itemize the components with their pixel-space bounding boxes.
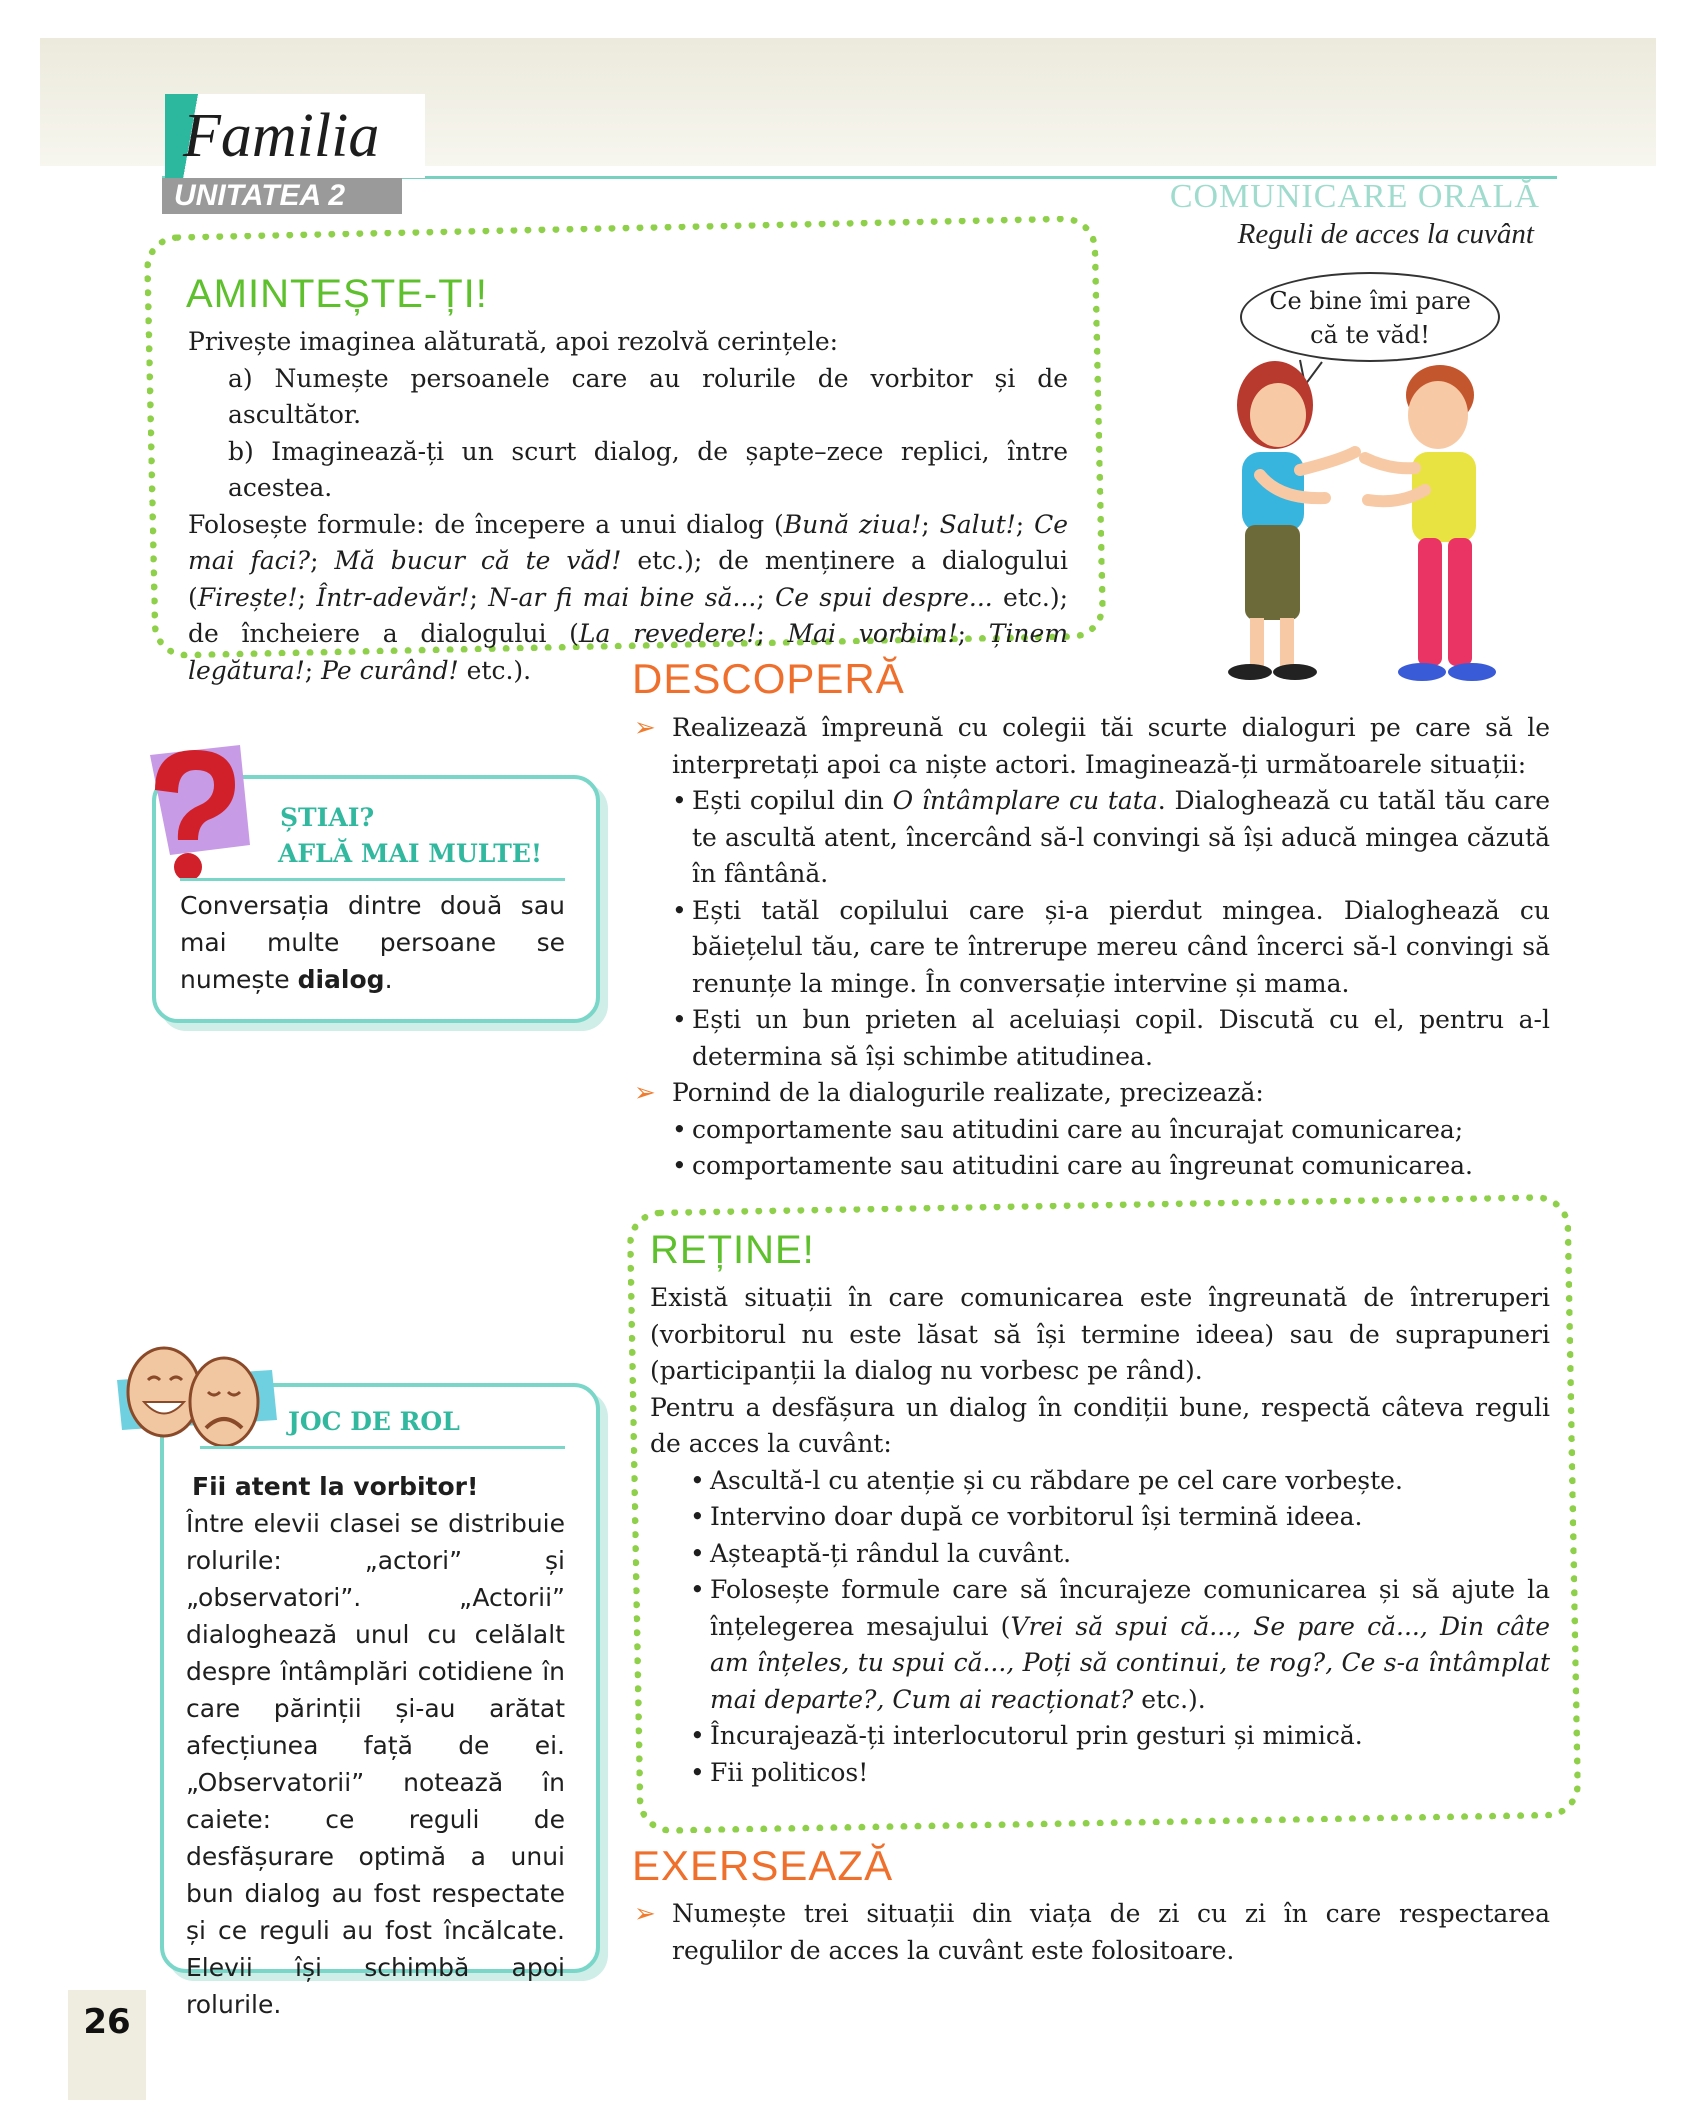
info-box-title-2: AFLĂ MAI MULTE! [278, 839, 542, 868]
role-play-subtitle: Fii atent la vorbitor! [192, 1472, 479, 1501]
remember-body [188, 324, 1068, 689]
retine-heading: REȚINE! [650, 1228, 815, 1272]
discover-situations [672, 783, 1550, 1075]
info-box-title-1: ȘTIAI? [280, 803, 375, 832]
exercise-task: ➢ Numește trei situații din viața de zi cu zi în care respectarea regulilor de acces la cuvânt este folositoare. [632, 1896, 1550, 1969]
speech-bubble-line2: că te văd! [1310, 321, 1430, 349]
remember-formulas: Folosește formule: de începere a unui dialog (Bună ziua!; Salut!; Ce mai faci?; Mă bucur că te văd! etc.); de menținere a dialogului (Firește!; Într-adevăr!; N-ar fi mai bine să...; Ce spui despre... etc.); de încheiere a dialogului (La revedere!; Mai vorbim!; Ținem legătura!; Pe curând! etc.). [188, 509, 1069, 685]
role-play-title: JOC DE ROL [288, 1407, 460, 1436]
page-number: 26 [68, 1990, 146, 2100]
theater-masks-icon [112, 1340, 282, 1460]
section-subtitle: Reguli de acces la cuvânt [1237, 218, 1534, 250]
list-item: • Ești copilul din O întâmplare cu tata. Dialoghează cu tatăl tău care te ascultă atent, încercând să-l convingi să își aducă mingea căzută în fântână. [672, 783, 1550, 893]
arrow-bullet-icon: ➢ [634, 713, 656, 743]
discover-behaviors [672, 1112, 1550, 1185]
list-item: • Fii politicos! [690, 1755, 1550, 1792]
list-item: • Folosește formule care să încurajeze comunicarea și să ajute la înțelegerea mesajului (Vrei să spui că..., Se pare că..., Din câte am înțeles, tu spui că..., Poți să continui, te rog?, Ce s-a întâmplat mai departe?, Cum ai reacționat? etc.). [690, 1572, 1550, 1718]
list-item: • Încurajează-ți interlocutorul prin gesturi și mimică. [690, 1718, 1550, 1755]
list-item: • comportamente sau atitudini care au încurajat comunicarea; [672, 1112, 1550, 1149]
unit-label: UNITATEA 2 [162, 178, 402, 214]
list-item: • comportamente sau atitudini care au îngreunat comunicarea. [672, 1148, 1550, 1185]
list-item: • Așteaptă-ți rândul la cuvânt. [690, 1536, 1550, 1573]
arrow-bullet-icon: ➢ [634, 1078, 656, 1108]
page-title: Familia [165, 94, 425, 178]
remember-intro: Privește imaginea alăturată, apoi rezolvă cerințele: [188, 327, 839, 356]
two-kids-illustration [1150, 340, 1570, 690]
section-title: COMUNICARE ORALĂ [1169, 178, 1540, 215]
retine-paragraph-1: Există situații în care comunicarea este îngreunată de întreruperi (vorbitorul nu este lăsat să își termine ideea) sau de suprapuneri (participanții la dialog nu vorbesc pe rând). [650, 1283, 1550, 1385]
speech-bubble-line1: Ce bine îmi pare [1269, 287, 1471, 315]
role-play-text: Între elevii clasei se distribuie rolurile: „actori” și „observatori”. „Actorii” dialoghează unul cu celălalt despre întâmplări cotidiene în care părinții și-au arătat afecțiunea față de ei. „Observatorii” notează în caiete: ce reguli de desfășurare optimă a unui bun dialog au fost respectate și ce reguli au fost încălcate. Elevii își schimbă apoi rolurile. [186, 1509, 565, 2019]
exercise-heading: EXERSEAZĂ [632, 1842, 894, 1889]
discover-body [632, 710, 1550, 1185]
retine-body [650, 1280, 1550, 1791]
discover-task-2: ➢ Pornind de la dialogurile realizate, precizează: [632, 1075, 1550, 1112]
retine-paragraph-2: Pentru a desfășura un dialog în condiții bune, respectă câteva reguli de acces la cuvânt: [650, 1392, 1550, 1458]
exercise-body [632, 1896, 1550, 1969]
list-item: • Ascultă-l cu atenție și cu răbdare pe cel care vorbește. [690, 1463, 1550, 1500]
retine-rules [690, 1463, 1550, 1792]
list-item: • Intervino doar după ce vorbitorul își termină ideea. [690, 1499, 1550, 1536]
boy-figure [1365, 365, 1496, 681]
info-box-divider [180, 878, 565, 881]
info-box-text: Conversația dintre două sau mai multe persoane se numește dialog. [180, 891, 565, 994]
discover-heading: DESCOPERĂ [632, 655, 905, 702]
discover-task-1: ➢ Realizează împreună cu colegii tăi scurte dialoguri pe care să le interpretați apoi ca niște actori. Imaginează-ți următoarele situații: [632, 710, 1550, 783]
remember-heading: AMINTEȘTE-ȚI! [186, 272, 488, 316]
list-item: • Ești un bun prieten al aceluiași copil. Discută cu el, pentru a-l determina să își schimbe atitudinea. [672, 1002, 1550, 1075]
role-play-divider [200, 1446, 565, 1449]
arrow-bullet-icon: ➢ [634, 1899, 656, 1929]
girl-figure [1228, 361, 1355, 680]
list-item: • Ești tatăl copilului care și-a pierdut mingea. Dialoghează cu băiețelul tău, care te întrerupe mereu când încerci să-l convingi să renunțe la minge. În conversație intervine și mama. [672, 893, 1550, 1003]
question-mark-icon [110, 735, 260, 895]
remember-item-b: b) Imaginează-ți un scurt dialog, de șapte–zece replici, între acestea. [228, 436, 1068, 502]
remember-item-a: a) Numește persoanele care au rolurile de vorbitor și de ascultător. [228, 363, 1068, 429]
